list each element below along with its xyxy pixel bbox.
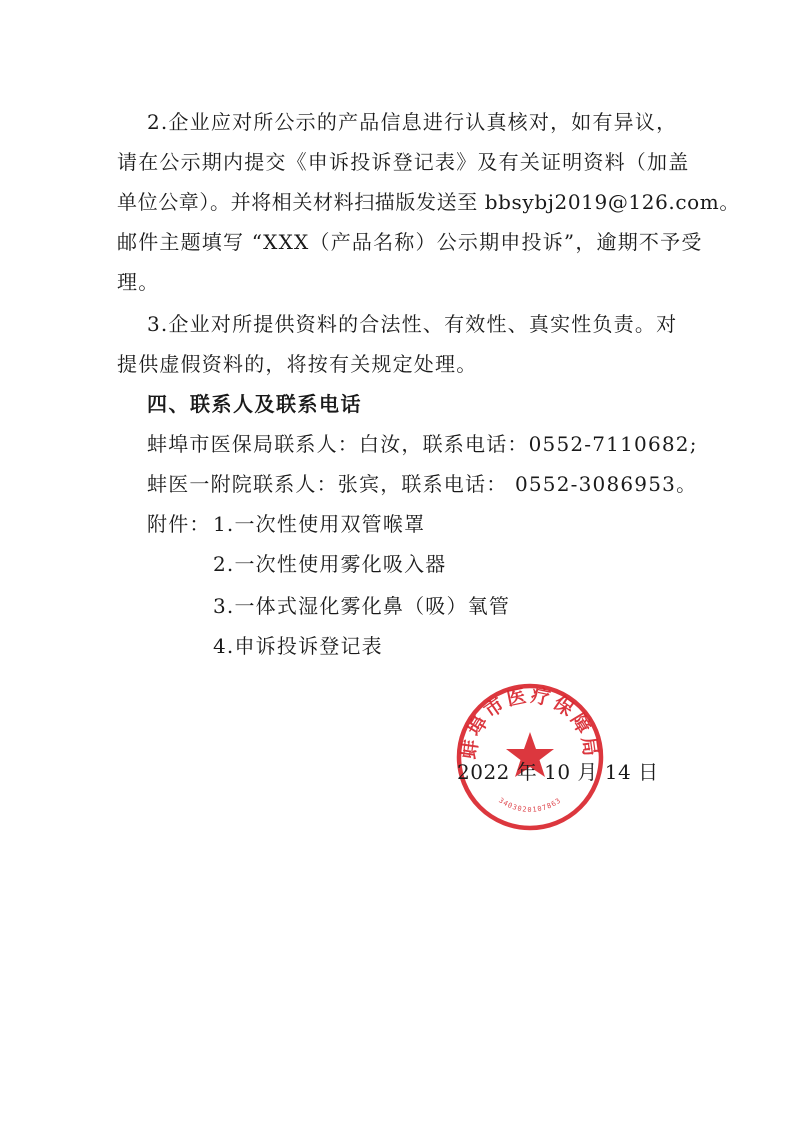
document-date: 2022 年 10 月 14 日 bbox=[457, 760, 659, 784]
official-seal bbox=[455, 682, 605, 832]
paragraph-2-line-4: 邮件主题填写 “XXX（产品名称）公示期申投诉”，逾期不予受 bbox=[117, 230, 703, 254]
attachments-label: 附件： bbox=[147, 512, 211, 536]
section-4-heading: 四、联系人及联系电话 bbox=[147, 392, 362, 416]
contact-1: 蚌埠市医保局联系人：白汝，联系电话：0552-7110682; bbox=[147, 432, 698, 456]
attachment-item-1: 1.一次性使用双管喉罩 bbox=[213, 512, 426, 536]
paragraph-2-line-3: 单位公章）。并将相关材料扫描版发送至 bbsybj2019@126.com。 bbox=[117, 190, 740, 214]
paragraph-2-line-1: 2.企业应对所公示的产品信息进行认真核对，如有异议， bbox=[147, 110, 678, 134]
contact-2: 蚌医一附院联系人：张宾，联系电话： 0552-3086953。 bbox=[147, 472, 698, 496]
paragraph-3-line-2: 提供虚假资料的，将按有关规定处理。 bbox=[117, 352, 478, 376]
attachment-item-4: 4.申诉投诉登记表 bbox=[213, 634, 383, 658]
paragraph-3-line-1: 3.企业对所提供资料的合法性、有效性、真实性负责。对 bbox=[147, 312, 678, 336]
attachment-item-3: 3.一体式湿化雾化鼻（吸）氧管 bbox=[213, 594, 511, 618]
svg-text:3403020107863: 3403020107863 bbox=[497, 796, 563, 814]
attachment-item-2: 2.一次性使用雾化吸入器 bbox=[213, 552, 447, 576]
paragraph-2-line-5: 理。 bbox=[117, 270, 160, 294]
svg-text:蚌埠市医疗保障局: 蚌埠市医疗保障局 bbox=[458, 684, 602, 761]
paragraph-2-line-2: 请在公示期内提交《申诉投诉登记表》及有关证明资料（加盖 bbox=[117, 150, 690, 174]
